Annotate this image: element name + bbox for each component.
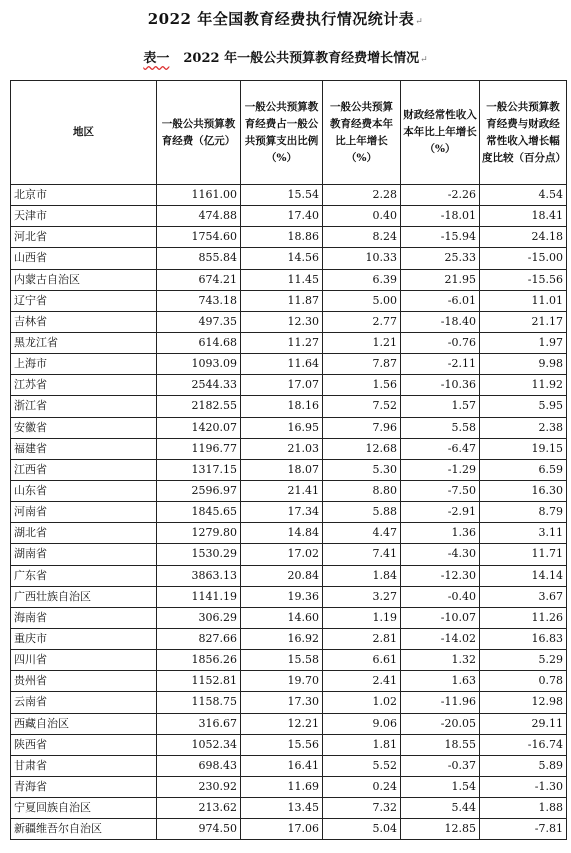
share-cell: 17.40 xyxy=(241,206,323,227)
share-cell: 11.45 xyxy=(241,269,323,290)
table-row xyxy=(11,713,567,734)
growth-cell: 5.30 xyxy=(323,459,401,480)
funding-cell: 1317.15 xyxy=(157,459,241,480)
comparison-cell: 1.88 xyxy=(480,798,567,819)
table-row xyxy=(11,819,567,840)
share-cell: 15.58 xyxy=(241,650,323,671)
funding-cell: 1754.60 xyxy=(157,227,241,248)
table-row xyxy=(11,354,567,375)
table-row xyxy=(11,375,567,396)
region-cell: 宁夏回族自治区 xyxy=(11,798,157,819)
share-cell: 18.07 xyxy=(241,459,323,480)
comparison-cell: 11.71 xyxy=(480,544,567,565)
growth-cell: 4.47 xyxy=(323,523,401,544)
table-row xyxy=(11,417,567,438)
funding-cell: 3863.13 xyxy=(157,565,241,586)
revenue-growth-cell: 5.44 xyxy=(401,798,480,819)
funding-cell: 2544.33 xyxy=(157,375,241,396)
comparison-cell: -16.74 xyxy=(480,734,567,755)
revenue-growth-cell: 12.85 xyxy=(401,819,480,840)
revenue-growth-cell: -18.01 xyxy=(401,206,480,227)
growth-cell: 5.04 xyxy=(323,819,401,840)
funding-cell: 974.50 xyxy=(157,819,241,840)
revenue-growth-cell: -0.76 xyxy=(401,332,480,353)
table-row xyxy=(11,438,567,459)
table-row xyxy=(11,798,567,819)
share-cell: 19.70 xyxy=(241,671,323,692)
region-cell: 内蒙古自治区 xyxy=(11,269,157,290)
region-cell: 山西省 xyxy=(11,248,157,269)
share-cell: 18.86 xyxy=(241,227,323,248)
region-cell: 福建省 xyxy=(11,438,157,459)
growth-cell: 7.96 xyxy=(323,417,401,438)
revenue-growth-cell: -4.30 xyxy=(401,544,480,565)
share-cell: 11.87 xyxy=(241,290,323,311)
revenue-growth-cell: -10.07 xyxy=(401,607,480,628)
table-row xyxy=(11,565,567,586)
comparison-cell: 11.01 xyxy=(480,290,567,311)
funding-cell: 1152.81 xyxy=(157,671,241,692)
funding-cell: 698.43 xyxy=(157,755,241,776)
share-cell: 16.41 xyxy=(241,755,323,776)
table-header-row xyxy=(11,81,567,185)
funding-cell: 2182.55 xyxy=(157,396,241,417)
region-cell: 青海省 xyxy=(11,776,157,797)
table-number: 表一 xyxy=(143,51,170,66)
table-row xyxy=(11,502,567,523)
table-row xyxy=(11,607,567,628)
comparison-cell: 6.59 xyxy=(480,459,567,480)
growth-cell: 7.41 xyxy=(323,544,401,565)
table-row xyxy=(11,311,567,332)
funding-cell: 827.66 xyxy=(157,628,241,649)
comparison-cell: -15.56 xyxy=(480,269,567,290)
revenue-growth-cell: -18.40 xyxy=(401,311,480,332)
share-cell: 17.06 xyxy=(241,819,323,840)
growth-cell: 5.52 xyxy=(323,755,401,776)
growth-cell: 3.27 xyxy=(323,586,401,607)
revenue-growth-cell: 5.58 xyxy=(401,417,480,438)
share-cell: 18.16 xyxy=(241,396,323,417)
comparison-cell: -1.30 xyxy=(480,776,567,797)
comparison-cell: 5.29 xyxy=(480,650,567,671)
region-cell: 重庆市 xyxy=(11,628,157,649)
region-cell: 云南省 xyxy=(11,692,157,713)
funding-cell: 1279.80 xyxy=(157,523,241,544)
funding-cell: 316.67 xyxy=(157,713,241,734)
growth-cell: 1.81 xyxy=(323,734,401,755)
share-cell: 15.56 xyxy=(241,734,323,755)
comparison-cell: 8.79 xyxy=(480,502,567,523)
region-cell: 上海市 xyxy=(11,354,157,375)
comparison-cell: 24.18 xyxy=(480,227,567,248)
region-cell: 安徽省 xyxy=(11,417,157,438)
revenue-growth-cell: 25.33 xyxy=(401,248,480,269)
growth-cell: 0.40 xyxy=(323,206,401,227)
comparison-cell: 11.92 xyxy=(480,375,567,396)
share-cell: 17.02 xyxy=(241,544,323,565)
header-funding-growth: 一般公共预算教育经费本年比上年增长（%） xyxy=(323,81,401,185)
share-cell: 17.30 xyxy=(241,692,323,713)
funding-cell: 743.18 xyxy=(157,290,241,311)
header-revenue-growth: 财政经常性收入本年比上年增长（%） xyxy=(401,81,480,185)
revenue-growth-cell: 1.32 xyxy=(401,650,480,671)
revenue-growth-cell: -20.05 xyxy=(401,713,480,734)
table-row xyxy=(11,227,567,248)
funding-cell: 306.29 xyxy=(157,607,241,628)
region-cell: 新疆维吾尔自治区 xyxy=(11,819,157,840)
revenue-growth-cell: 1.36 xyxy=(401,523,480,544)
header-education-funding: 一般公共预算教育经费（亿元） xyxy=(157,81,241,185)
funding-cell: 1052.34 xyxy=(157,734,241,755)
revenue-growth-cell: 1.63 xyxy=(401,671,480,692)
comparison-cell: 4.54 xyxy=(480,185,567,206)
table-row xyxy=(11,480,567,501)
comparison-cell: 21.17 xyxy=(480,311,567,332)
table-row xyxy=(11,332,567,353)
table-row xyxy=(11,269,567,290)
region-cell: 西藏自治区 xyxy=(11,713,157,734)
funding-cell: 1845.65 xyxy=(157,502,241,523)
funding-cell: 1196.77 xyxy=(157,438,241,459)
revenue-growth-cell: 1.57 xyxy=(401,396,480,417)
table-row xyxy=(11,523,567,544)
growth-cell: 5.00 xyxy=(323,290,401,311)
comparison-cell: -7.81 xyxy=(480,819,567,840)
growth-cell: 1.84 xyxy=(323,565,401,586)
revenue-growth-cell: -14.02 xyxy=(401,628,480,649)
growth-cell: 1.02 xyxy=(323,692,401,713)
table-row xyxy=(11,650,567,671)
share-cell: 17.07 xyxy=(241,375,323,396)
region-cell: 黑龙江省 xyxy=(11,332,157,353)
share-cell: 14.84 xyxy=(241,523,323,544)
table-row xyxy=(11,586,567,607)
growth-cell: 9.06 xyxy=(323,713,401,734)
share-cell: 12.30 xyxy=(241,311,323,332)
revenue-growth-cell: -1.29 xyxy=(401,459,480,480)
growth-cell: 12.68 xyxy=(323,438,401,459)
funding-cell: 497.35 xyxy=(157,311,241,332)
table-row xyxy=(11,248,567,269)
funding-cell: 1161.00 xyxy=(157,185,241,206)
revenue-growth-cell: 18.55 xyxy=(401,734,480,755)
comparison-cell: 3.11 xyxy=(480,523,567,544)
region-cell: 广西壮族自治区 xyxy=(11,586,157,607)
region-cell: 山东省 xyxy=(11,480,157,501)
region-cell: 河南省 xyxy=(11,502,157,523)
table-row xyxy=(11,544,567,565)
header-growth-comparison: 一般公共预算教育经费与财政经常性收入增长幅度比较（百分点） xyxy=(480,81,567,185)
revenue-growth-cell: -2.11 xyxy=(401,354,480,375)
comparison-cell: 9.98 xyxy=(480,354,567,375)
growth-cell: 10.33 xyxy=(323,248,401,269)
region-cell: 江西省 xyxy=(11,459,157,480)
share-cell: 17.34 xyxy=(241,502,323,523)
revenue-growth-cell: -7.50 xyxy=(401,480,480,501)
comparison-cell: 3.67 xyxy=(480,586,567,607)
share-cell: 21.03 xyxy=(241,438,323,459)
growth-cell: 5.88 xyxy=(323,502,401,523)
table-row xyxy=(11,628,567,649)
table-row xyxy=(11,776,567,797)
funding-cell: 230.92 xyxy=(157,776,241,797)
table-row xyxy=(11,755,567,776)
table-row xyxy=(11,185,567,206)
growth-cell: 6.61 xyxy=(323,650,401,671)
region-cell: 甘肃省 xyxy=(11,755,157,776)
comparison-cell: 2.38 xyxy=(480,417,567,438)
revenue-growth-cell: -6.47 xyxy=(401,438,480,459)
revenue-growth-cell: 21.95 xyxy=(401,269,480,290)
growth-cell: 7.52 xyxy=(323,396,401,417)
region-cell: 广东省 xyxy=(11,565,157,586)
funding-cell: 2596.97 xyxy=(157,480,241,501)
share-cell: 11.27 xyxy=(241,332,323,353)
document-title: 2022 年全国教育经费执行情况统计表↵ xyxy=(147,10,424,28)
funding-cell: 1141.19 xyxy=(157,586,241,607)
region-cell: 辽宁省 xyxy=(11,290,157,311)
revenue-growth-cell: -0.40 xyxy=(401,586,480,607)
revenue-growth-cell: -0.37 xyxy=(401,755,480,776)
growth-cell: 7.32 xyxy=(323,798,401,819)
table-caption: 表一 2022 年一般公共预算教育经费增长情况↵ xyxy=(143,51,428,66)
comparison-cell: 5.95 xyxy=(480,396,567,417)
region-cell: 浙江省 xyxy=(11,396,157,417)
share-cell: 19.36 xyxy=(241,586,323,607)
region-cell: 湖南省 xyxy=(11,544,157,565)
comparison-cell: 19.15 xyxy=(480,438,567,459)
growth-cell: 7.87 xyxy=(323,354,401,375)
region-cell: 江苏省 xyxy=(11,375,157,396)
share-cell: 21.41 xyxy=(241,480,323,501)
comparison-cell: 16.83 xyxy=(480,628,567,649)
growth-cell: 2.28 xyxy=(323,185,401,206)
revenue-growth-cell: -12.30 xyxy=(401,565,480,586)
share-cell: 16.95 xyxy=(241,417,323,438)
share-cell: 20.84 xyxy=(241,565,323,586)
revenue-growth-cell: -11.96 xyxy=(401,692,480,713)
table-body xyxy=(11,185,567,840)
funding-cell: 474.88 xyxy=(157,206,241,227)
revenue-growth-cell: -2.91 xyxy=(401,502,480,523)
table-row xyxy=(11,671,567,692)
funding-cell: 614.68 xyxy=(157,332,241,353)
growth-cell: 1.19 xyxy=(323,607,401,628)
funding-cell: 1420.07 xyxy=(157,417,241,438)
share-cell: 14.56 xyxy=(241,248,323,269)
share-cell: 14.60 xyxy=(241,607,323,628)
growth-cell: 0.24 xyxy=(323,776,401,797)
share-cell: 16.92 xyxy=(241,628,323,649)
revenue-growth-cell: -6.01 xyxy=(401,290,480,311)
revenue-growth-cell: -2.26 xyxy=(401,185,480,206)
comparison-cell: 29.11 xyxy=(480,713,567,734)
comparison-cell: 18.41 xyxy=(480,206,567,227)
table-row xyxy=(11,206,567,227)
share-cell: 12.21 xyxy=(241,713,323,734)
region-cell: 贵州省 xyxy=(11,671,157,692)
funding-cell: 213.62 xyxy=(157,798,241,819)
comparison-cell: -15.00 xyxy=(480,248,567,269)
growth-cell: 2.41 xyxy=(323,671,401,692)
funding-cell: 855.84 xyxy=(157,248,241,269)
funding-cell: 1856.26 xyxy=(157,650,241,671)
table-row xyxy=(11,459,567,480)
region-cell: 天津市 xyxy=(11,206,157,227)
region-cell: 北京市 xyxy=(11,185,157,206)
share-cell: 13.45 xyxy=(241,798,323,819)
share-cell: 11.69 xyxy=(241,776,323,797)
share-cell: 11.64 xyxy=(241,354,323,375)
funding-cell: 1093.09 xyxy=(157,354,241,375)
comparison-cell: 16.30 xyxy=(480,480,567,501)
table-row xyxy=(11,290,567,311)
growth-cell: 8.24 xyxy=(323,227,401,248)
share-cell: 15.54 xyxy=(241,185,323,206)
growth-cell: 6.39 xyxy=(323,269,401,290)
table-row xyxy=(11,734,567,755)
education-funding-table xyxy=(10,80,567,840)
region-cell: 河北省 xyxy=(11,227,157,248)
funding-cell: 674.21 xyxy=(157,269,241,290)
growth-cell: 8.80 xyxy=(323,480,401,501)
funding-cell: 1158.75 xyxy=(157,692,241,713)
region-cell: 海南省 xyxy=(11,607,157,628)
comparison-cell: 5.89 xyxy=(480,755,567,776)
region-cell: 湖北省 xyxy=(11,523,157,544)
growth-cell: 2.77 xyxy=(323,311,401,332)
header-region: 地区 xyxy=(11,81,157,185)
revenue-growth-cell: 1.54 xyxy=(401,776,480,797)
region-cell: 陕西省 xyxy=(11,734,157,755)
comparison-cell: 0.78 xyxy=(480,671,567,692)
revenue-growth-cell: -10.36 xyxy=(401,375,480,396)
comparison-cell: 14.14 xyxy=(480,565,567,586)
funding-cell: 1530.29 xyxy=(157,544,241,565)
region-cell: 吉林省 xyxy=(11,311,157,332)
growth-cell: 2.81 xyxy=(323,628,401,649)
region-cell: 四川省 xyxy=(11,650,157,671)
comparison-cell: 11.26 xyxy=(480,607,567,628)
comparison-cell: 1.97 xyxy=(480,332,567,353)
header-funding-share: 一般公共预算教育经费占一般公共预算支出比例（%） xyxy=(241,81,323,185)
table-row xyxy=(11,692,567,713)
growth-cell: 1.21 xyxy=(323,332,401,353)
table-row xyxy=(11,396,567,417)
growth-cell: 1.56 xyxy=(323,375,401,396)
revenue-growth-cell: -15.94 xyxy=(401,227,480,248)
table-caption-text: 2022 年一般公共预算教育经费增长情况 xyxy=(183,51,420,66)
comparison-cell: 12.98 xyxy=(480,692,567,713)
